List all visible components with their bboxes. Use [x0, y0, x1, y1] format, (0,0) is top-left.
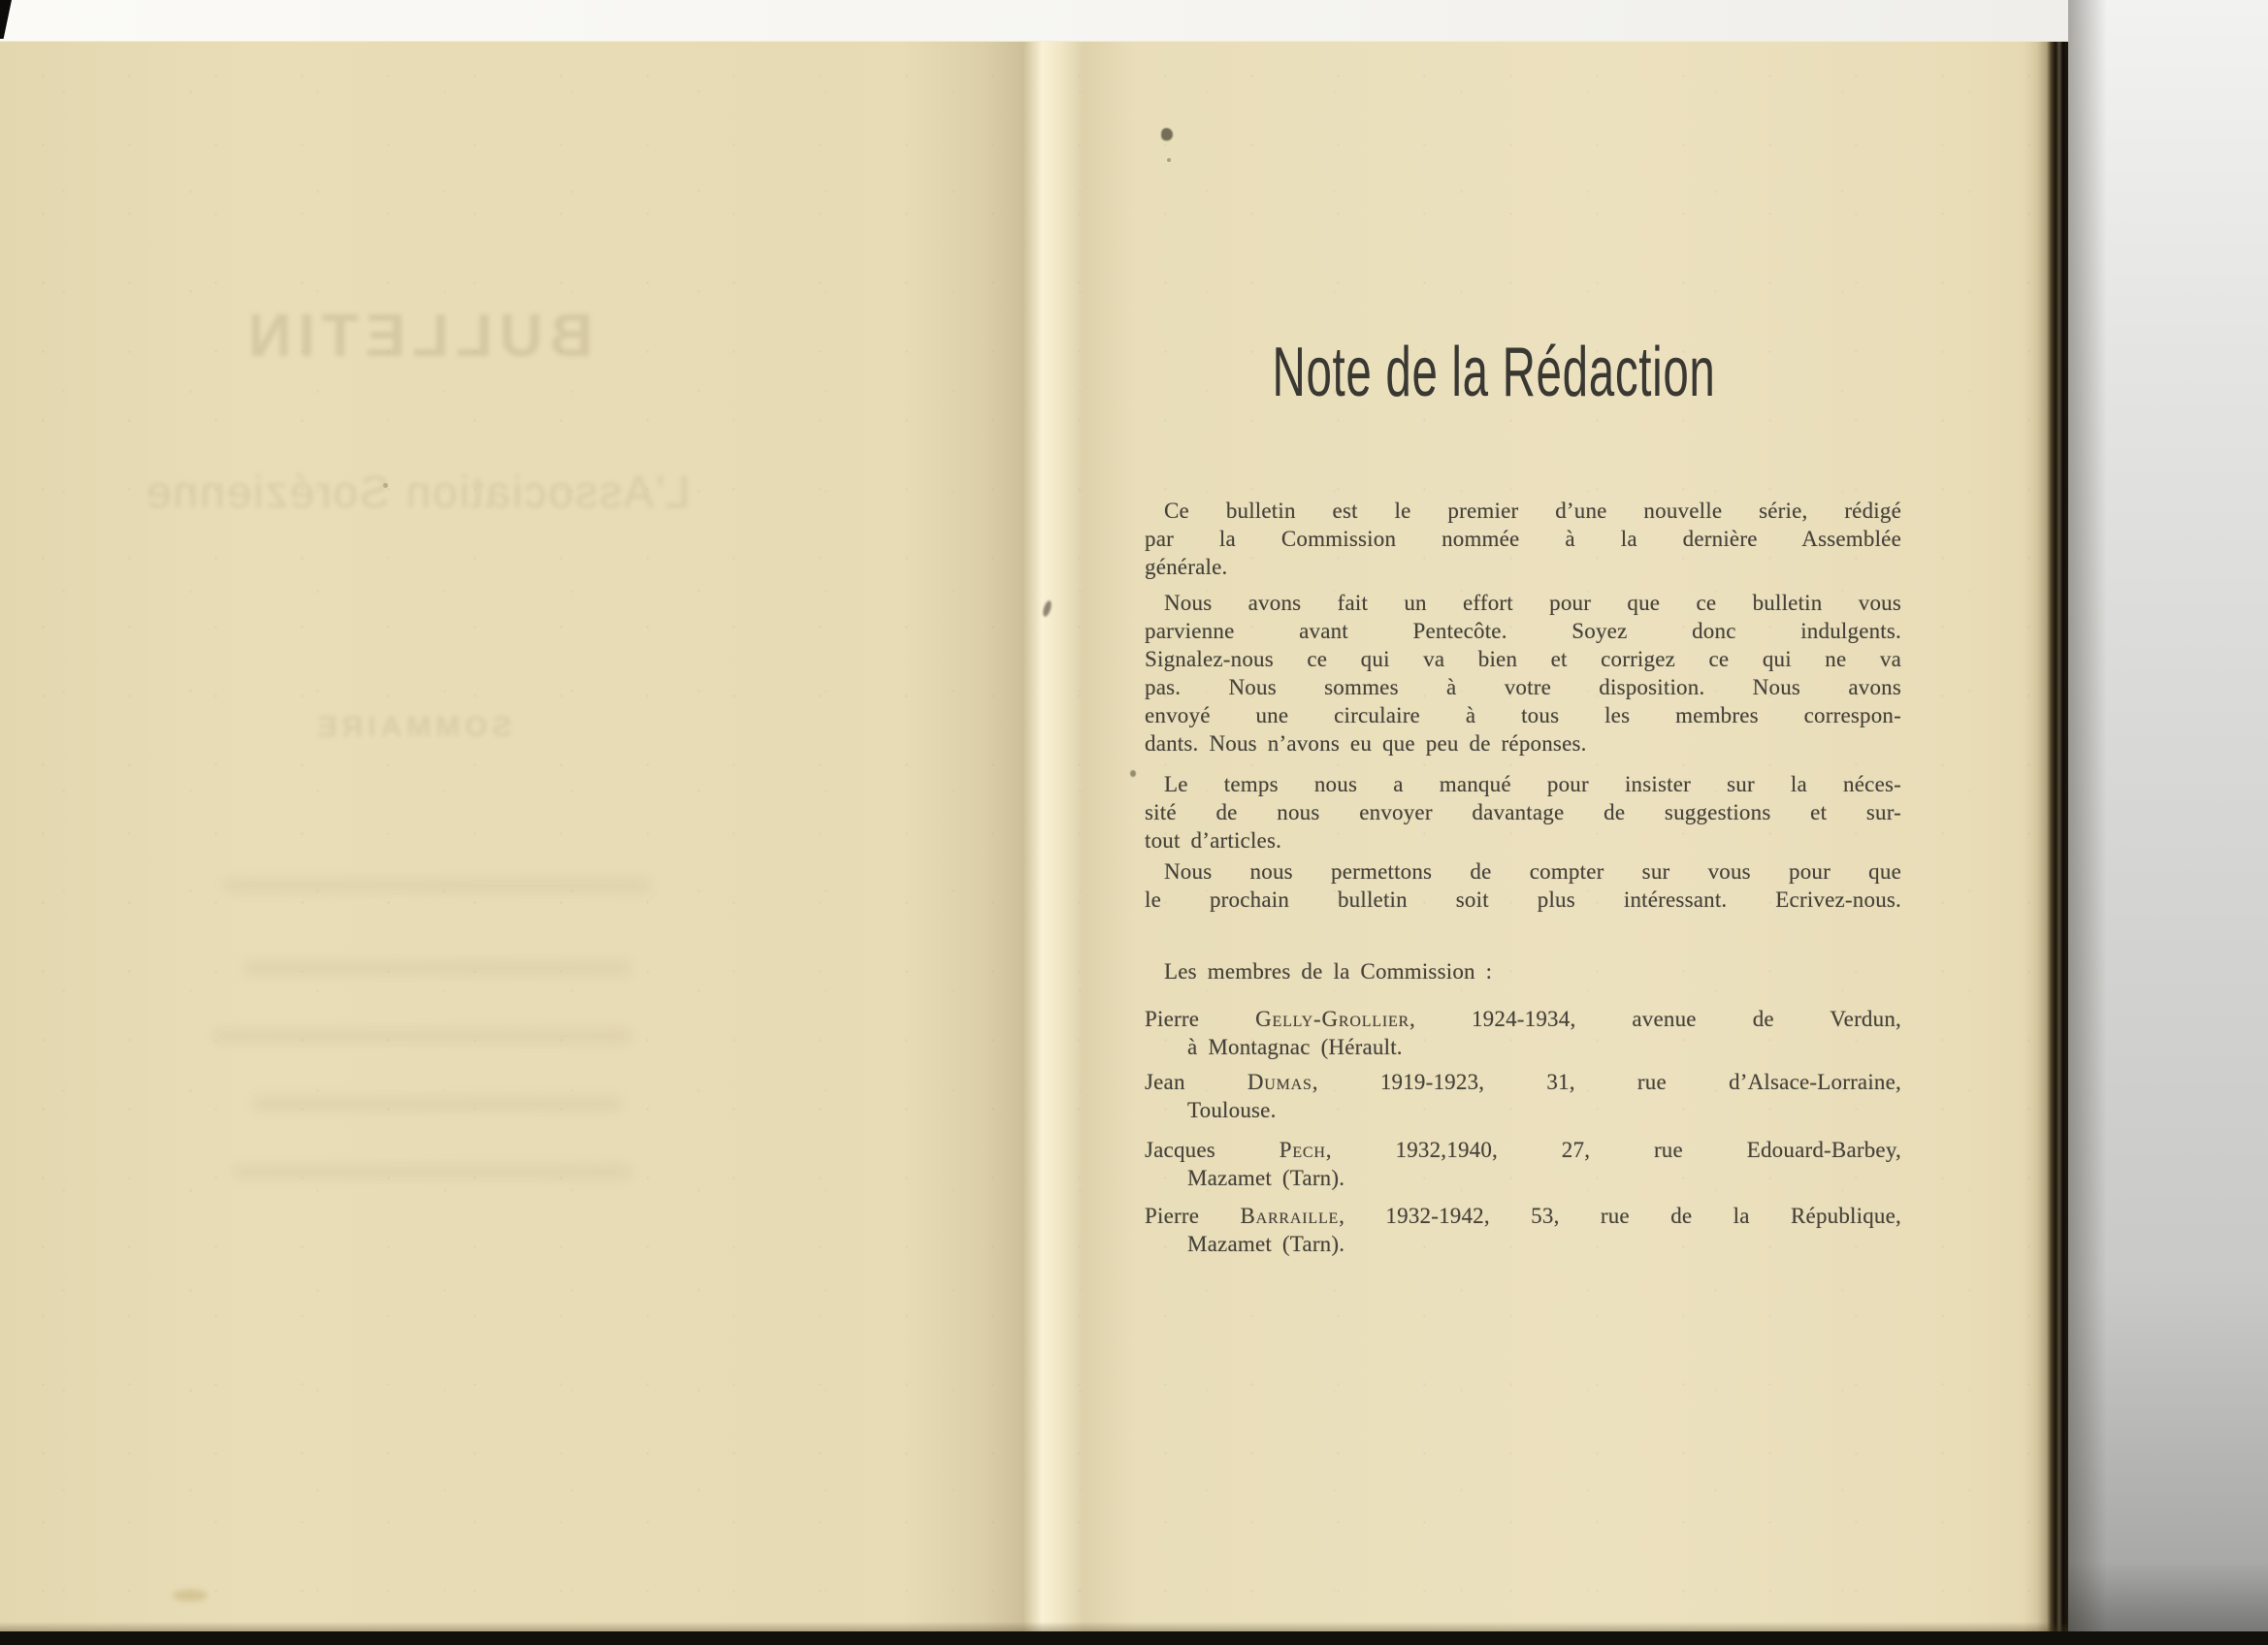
bleedthrough-smudge	[213, 1029, 631, 1043]
paragraph-line: Le temps nous a manqué pour insister sur la néces-	[1164, 772, 1901, 796]
paragraph-line: générale.	[1145, 555, 1228, 579]
bleedthrough-sommaire-title: SOMMAIRE	[312, 711, 512, 743]
page-title: Note de la Rédaction	[1272, 334, 1716, 411]
bleedthrough-association-title: L’Association Sorézienne	[145, 467, 690, 517]
book-spread	[0, 41, 2068, 1631]
heading-line: Les membres de la Commission :	[1164, 959, 1493, 984]
member-surname: Gelly-Grollier	[1255, 1007, 1410, 1031]
paragraph-line: pas. Nous sommes à votre disposition. Nous avons	[1145, 675, 1901, 699]
member-address-line2: Mazamet (Tarn).	[1187, 1232, 1345, 1256]
member-address: , 1932-1942, 53, rue de la République,	[1339, 1204, 1901, 1228]
paper-speck	[1130, 770, 1136, 777]
paragraph-1	[1145, 497, 1901, 581]
member-address: , 1924-1934, avenue de Verdun,	[1409, 1007, 1901, 1031]
bleedthrough-smudge	[243, 961, 631, 975]
bleedthrough-smudge	[252, 1097, 621, 1111]
member-surname: Dumas	[1247, 1070, 1312, 1094]
page-gutter-fold	[902, 42, 1135, 1631]
paragraph-line: parvienne avant Pentecôte. Soyez donc indulgents.	[1145, 619, 1901, 643]
paragraph-line: Nous nous permettons de compter sur vous pour que	[1164, 859, 1901, 884]
paragraph-line: envoyé une circulaire à tous les membres correspon-	[1145, 703, 1901, 727]
bleedthrough-smudge	[223, 879, 650, 892]
paper-speck	[1167, 158, 1171, 162]
member-name-line	[1145, 1202, 1901, 1230]
member-first-name: Pierre	[1145, 1204, 1241, 1228]
member-surname: Barraille	[1240, 1204, 1340, 1228]
scanner-background-right	[2068, 0, 2268, 1645]
member-entry-1	[1145, 1005, 1901, 1061]
member-name-line	[1145, 1005, 1901, 1033]
page-edge-right	[2024, 42, 2068, 1631]
member-address: , 1932,1940, 27, rue Edouard-Barbey,	[1325, 1138, 1901, 1162]
paper-speck	[383, 483, 388, 488]
bleedthrough-bulletin-title: BULLETIN	[241, 303, 594, 370]
paper-stain	[173, 1590, 208, 1601]
paragraph-line: tout d’articles.	[1145, 828, 1282, 853]
member-entry-2	[1145, 1068, 1901, 1124]
member-name-line	[1145, 1136, 1901, 1164]
member-entry-3	[1145, 1136, 1901, 1192]
member-first-name: Pierre	[1145, 1007, 1256, 1031]
paper-speck	[1161, 128, 1173, 141]
scan-bottom-edge	[0, 1631, 2268, 1645]
left-page	[0, 42, 1009, 1631]
paragraph-line: sité de nous envoyer davantage de suggestions et sur-	[1145, 800, 1901, 824]
paragraph-line: par la Commission nommée à la dernière Assemblée	[1145, 527, 1901, 551]
member-surname: Pech	[1279, 1138, 1326, 1162]
paragraph-4	[1145, 857, 1901, 914]
members-heading	[1145, 957, 1901, 985]
member-address-line2: Toulouse.	[1187, 1098, 1277, 1122]
paragraph-line: dants. Nous n’avons eu que peu de réponses.	[1145, 731, 1587, 756]
member-name-line	[1145, 1068, 1901, 1096]
paragraph-line: Ce bulletin est le premier d’une nouvelle série, rédigé	[1164, 499, 1901, 523]
member-first-name: Jean	[1145, 1070, 1247, 1094]
member-address-line2: Mazamet (Tarn).	[1187, 1166, 1345, 1190]
paragraph-line: le prochain bulletin soit plus intéressant. Ecrivez-nous.	[1145, 887, 1901, 912]
paragraph-2	[1145, 589, 1901, 758]
bleedthrough-smudge	[233, 1165, 631, 1178]
paragraph-line: Nous avons fait un effort pour que ce bulletin vous	[1164, 591, 1901, 615]
paragraph-line: Signalez-nous ce qui va bien et corrigez ce qui ne va	[1145, 647, 1901, 671]
text-column	[1145, 42, 1901, 1631]
scanner-background-top	[0, 0, 2068, 41]
member-first-name: Jacques	[1145, 1138, 1280, 1162]
member-address: , 1919-1923, 31, rue d’Alsace-Lorraine,	[1312, 1070, 1901, 1094]
paragraph-3	[1145, 770, 1901, 855]
member-address-line2: à Montagnac (Hérault.	[1187, 1035, 1403, 1059]
member-entry-4	[1145, 1202, 1901, 1258]
